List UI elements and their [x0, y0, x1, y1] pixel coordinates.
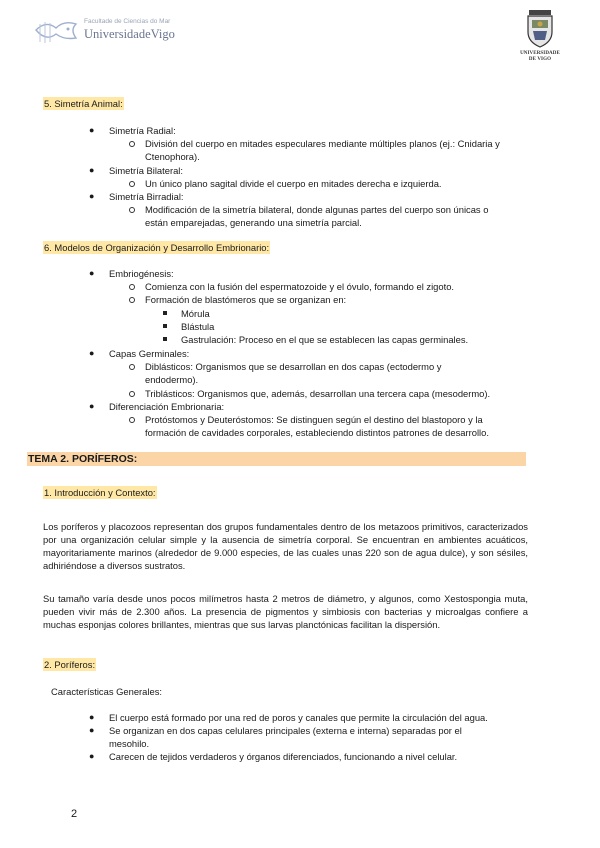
list-subitem: Formación de blastómeros que se organizan en: — [145, 294, 347, 305]
list-subsubitem: Blástula — [181, 321, 215, 332]
list-item-diferenciacion: Diferenciación Embrionaria: — [109, 401, 225, 412]
list-subitem: Un único plano sagital divide el cuerpo en mitades derecha e izquierda. — [145, 178, 442, 189]
list-item-bilateral: Simetría Bilateral: — [109, 165, 183, 176]
list-subitem: Protóstomos y Deuteróstomos: Se distinguen según el destino del blastoporo y la — [145, 414, 483, 425]
intro-heading: 1. Introducción y Contexto: — [44, 487, 156, 498]
bullet-icon: ● — [89, 725, 95, 735]
bullet-icon: ● — [89, 165, 95, 175]
section-6-heading: 6. Modelos de Organización y Desarrollo Embrionario: — [44, 242, 270, 253]
general-characteristics-label: Características Generales: — [51, 686, 162, 697]
list-subitem: Ctenophora). — [145, 151, 200, 162]
bullet-icon: ● — [89, 125, 95, 135]
list-subitem: Diblásticos: Organismos que se desarrollan en dos capas (ectodermo y — [145, 361, 442, 372]
chapter-heading: TEMA 2. PORÍFEROS: — [27, 452, 526, 466]
square-bullet-icon — [163, 311, 167, 315]
bullet-icon: ● — [89, 712, 95, 722]
circle-bullet-icon — [129, 391, 135, 397]
circle-bullet-icon — [129, 297, 135, 303]
list-item: Se organizan en dos capas celulares principales (externa e interna) separadas por el — [109, 725, 462, 736]
logo-line-1: Facultade de Ciencias do Mar — [84, 18, 171, 25]
list-subitem: están emparejadas, generando una simetría parcial. — [145, 217, 362, 228]
circle-bullet-icon — [129, 364, 135, 370]
page-number: 2 — [71, 808, 78, 820]
list-subitem: Modificación de la simetría bilateral, donde algunas partes del cuerpo son únicas o — [145, 204, 489, 215]
circle-bullet-icon — [129, 417, 135, 423]
list-item-birradial: Simetría Birradial: — [109, 191, 184, 202]
bullet-icon: ● — [89, 348, 95, 358]
logo-line-2: UniversidadeVigo — [84, 27, 175, 41]
list-subitem: Comienza con la fusión del espermatozoide y el óvulo, formando el zigoto. — [145, 281, 455, 292]
list-item: Carecen de tejidos verdaderos y órganos diferenciados, funcionando a nivel celular. — [109, 751, 458, 762]
crest-caption-2: DE VIGO — [528, 57, 552, 62]
bullet-icon: ● — [89, 191, 95, 201]
fish-logo-icon — [34, 16, 80, 46]
crest-caption-1: UNIVERSIDADE — [520, 51, 560, 56]
intro-paragraph-1: Los poríferos y placozoos representan dos grupos fundamentales dentro de los metazoos primitivos, caracterizados por una organización celular simple y la ausencia de simetría corporal. Se encuentran en ambientes acuáticos, mayoritariamente marinos (alrededor de 9.000 especies, de las cuales unas 220 son de agua dulce), y son sésiles, adhiriéndose a diversos sustratos. — [43, 521, 528, 571]
university-crest — [514, 10, 566, 66]
list-item-capas-germinales: Capas Germinales: — [109, 348, 190, 359]
list-item-embriogenesis: Embriogénesis: — [109, 268, 174, 279]
circle-bullet-icon — [129, 141, 135, 147]
bullet-icon: ● — [89, 268, 95, 278]
bullet-icon: ● — [89, 401, 95, 411]
list-item-continuation: mesohilo. — [109, 738, 150, 749]
circle-bullet-icon — [129, 181, 135, 187]
square-bullet-icon — [163, 324, 167, 328]
circle-bullet-icon — [129, 207, 135, 213]
faculty-logo — [34, 16, 175, 46]
bullet-icon: ● — [89, 751, 95, 761]
section-5-heading: 5. Simetría Animal: — [44, 98, 123, 109]
list-subitem: endodermo). — [145, 374, 199, 385]
square-bullet-icon — [163, 337, 167, 341]
list-item-radial: Simetría Radial: — [109, 125, 176, 136]
circle-bullet-icon — [129, 284, 135, 290]
list-subsubitem: Gastrulación: Proceso en el que se establecen las capas germinales. — [181, 334, 469, 345]
poriferos-heading: 2. Poríferos: — [44, 659, 96, 670]
list-subsubitem: Mórula — [181, 308, 210, 319]
list-subitem: formación de cavidades corporales, estableciendo distintos patrones de desarrollo. — [145, 427, 489, 438]
list-subitem: Triblásticos: Organismos que, además, desarrollan una tercera capa (mesodermo). — [145, 388, 491, 399]
crest-icon — [525, 10, 555, 48]
intro-paragraph-2: Su tamaño varía desde unos pocos milímetros hasta 2 metros de diámetro, y algunos, como Xestospongia muta, pueden vivir más de 2.300 años. La presencia de pigmentos y simbiosis con bacterias y microalgas confiere a muchas esponjas colores brillantes, mientras que sus larvas planctónicas facilitan la dispersión. — [43, 593, 528, 630]
list-subitem: División del cuerpo en mitades especulares mediante múltiples planos (ej.: Cnidaria y — [145, 138, 500, 149]
list-item: El cuerpo está formado por una red de poros y canales que permite la circulación del agua. — [109, 712, 488, 723]
